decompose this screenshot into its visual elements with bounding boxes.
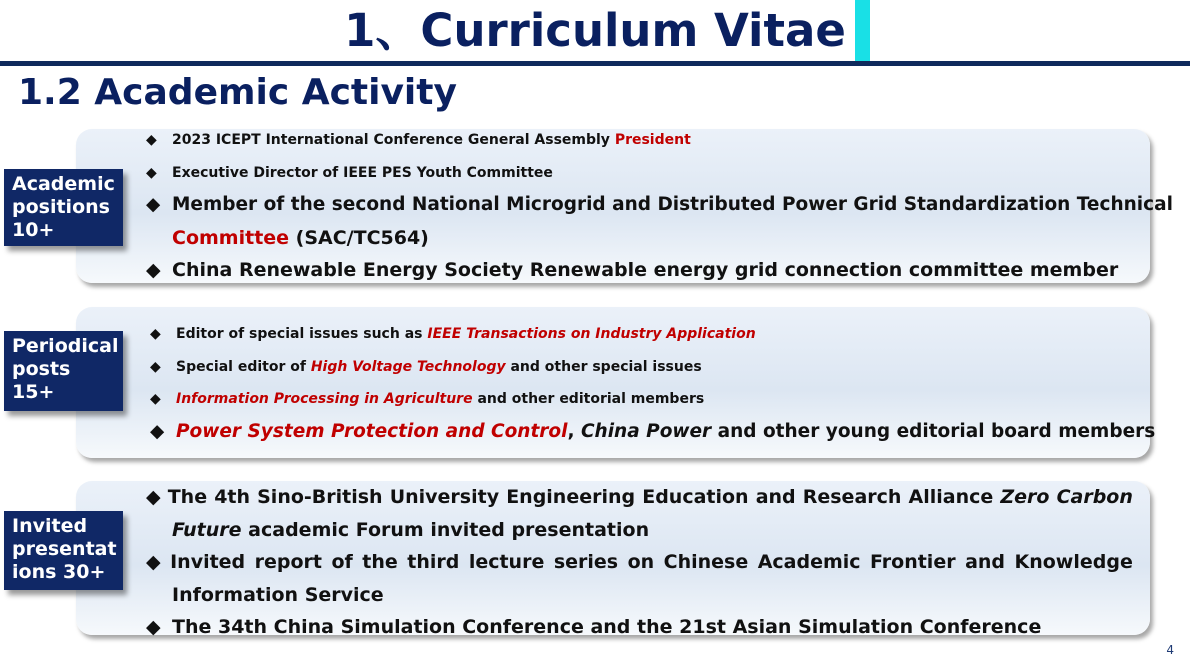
diamond-bullet-icon: ◆ [150, 358, 161, 375]
list-item: ◆ Special editor of High Voltage Technology and other special issues [150, 351, 1155, 384]
periodical-posts-list [150, 318, 1155, 448]
list-item-continuation: Information Service [172, 583, 384, 606]
page-number: 4 [1166, 643, 1174, 657]
invited-presentations-list [146, 481, 1133, 644]
diamond-bullet-icon: ◆ [150, 391, 161, 407]
diamond-bullet-icon: ◆ [146, 259, 161, 281]
diamond-bullet-icon: ◆ [150, 420, 165, 442]
list-item-continuation: Committee (SAC/TC564) [172, 226, 429, 249]
list-item: ◆ Member of the second National Microgrid and Distributed Power Grid Standardization Technical [146, 189, 1173, 222]
invited-presentations-tag: Invited presentat ions 30+ [4, 511, 123, 590]
list-item: ◆ The 34th China Simulation Conference and the 21st Asian Simulation Conference [146, 611, 1133, 644]
periodical-posts-tag: Periodical posts 15+ [4, 331, 123, 411]
list-item: ◆ The 4th Sino-British University Engineering Education and Research Alliance Zero Carbon [146, 481, 1133, 514]
list-item: ◆ Power System Protection and Control, China Power and other young editorial board members [150, 416, 1155, 449]
diamond-bullet-icon: ◆ [146, 132, 157, 148]
diamond-bullet-icon: ◆ [146, 164, 157, 181]
list-item: ◆ Information Processing in Agriculture and other editorial members [150, 383, 1155, 416]
section-heading: 1.2 Academic Activity [18, 72, 457, 113]
list-item: ◆ Editor of special issues such as IEEE Transactions on Industry Application [150, 318, 1155, 351]
list-item-continuation: Future academic Forum invited presentation [172, 518, 650, 541]
title-divider [0, 61, 1190, 66]
page-title: 1、Curriculum Vitae [344, 4, 846, 57]
list-item: ◆ China Renewable Energy Society Renewable energy grid connection committee member [146, 254, 1173, 287]
academic-positions-list [146, 124, 1173, 287]
academic-positions-tag: Academic positions 10+ [4, 169, 123, 246]
diamond-bullet-icon: ◆ [150, 326, 161, 342]
diamond-bullet-icon: ◆ [146, 194, 161, 215]
list-item: ◆ 2023 ICEPT International Conference General Assembly President [146, 124, 1173, 157]
diamond-bullet-icon: ◆ [146, 616, 161, 638]
text-cursor-marker [855, 0, 870, 64]
diamond-bullet-icon: ◆ [146, 486, 161, 508]
diamond-bullet-icon: ◆ [146, 551, 161, 573]
list-item: ◆ Executive Director of IEEE PES Youth Committee [146, 157, 1173, 190]
list-item: ◆ Invited report of the third lecture series on Chinese Academic Frontier and Knowledge [146, 546, 1133, 579]
